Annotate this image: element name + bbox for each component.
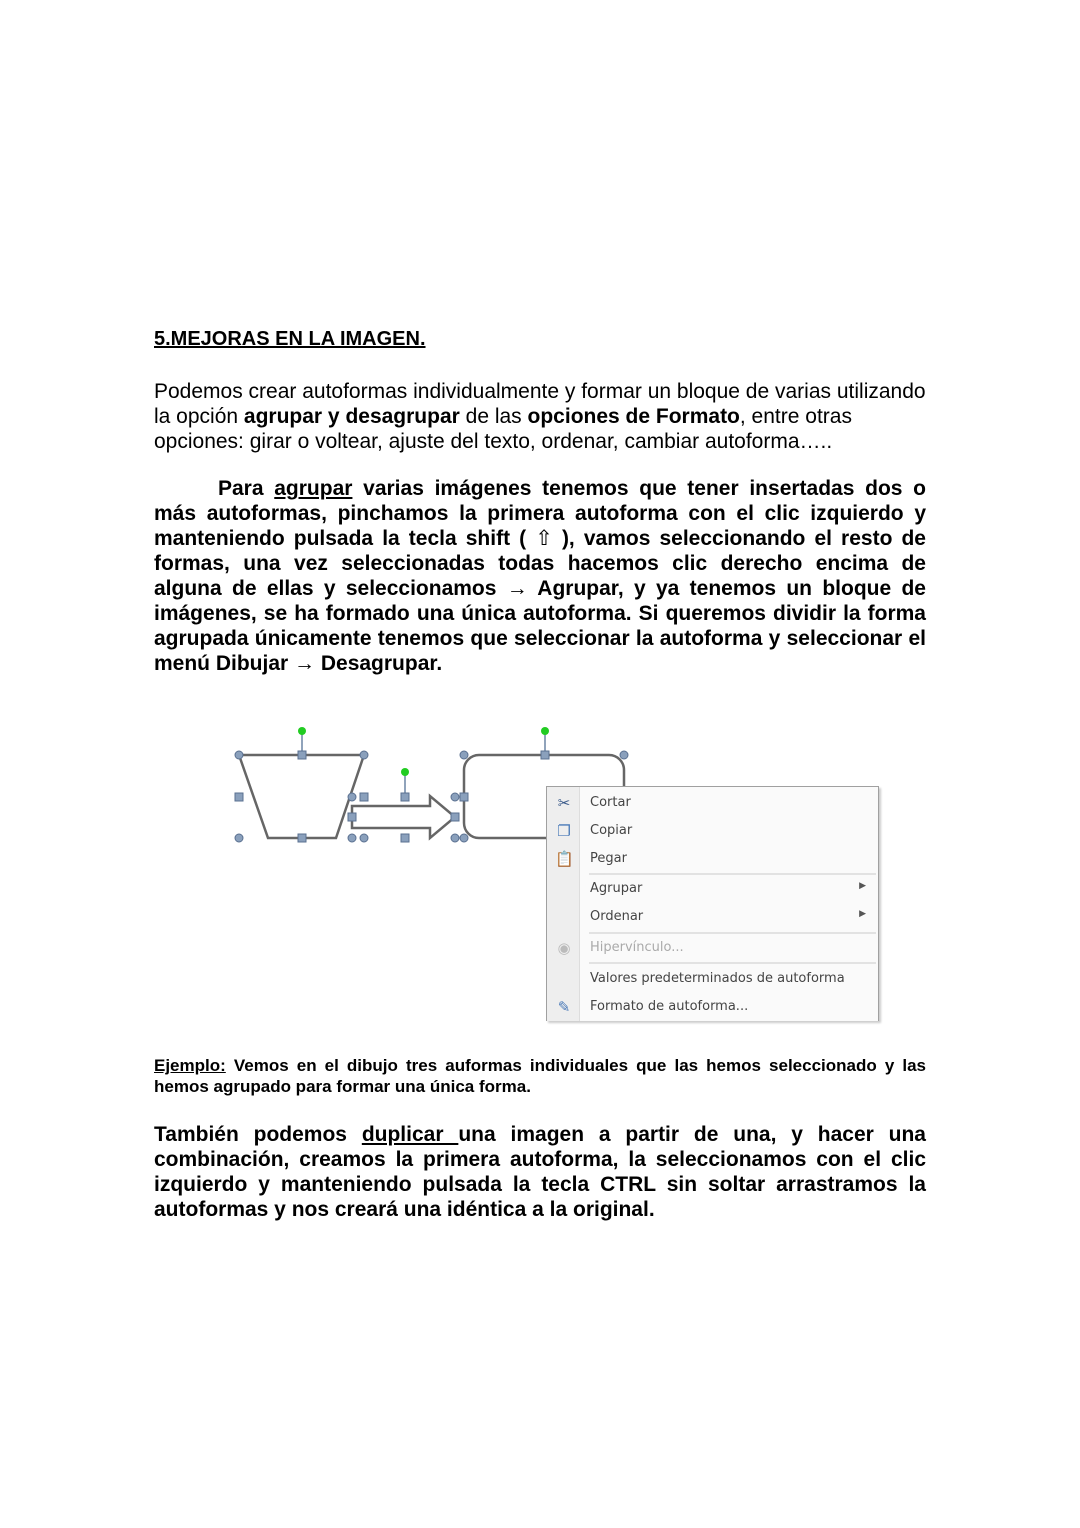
trapezoid-shape bbox=[239, 755, 364, 838]
menu-item-hipervinculo bbox=[547, 935, 878, 961]
text: Vemos en el dibujo tres auformas individuales que las hemos seleccionado y las hemos agrupado para formar una única forma. bbox=[154, 1056, 926, 1096]
scissors-icon: ✂ bbox=[557, 794, 571, 812]
text: Para bbox=[218, 477, 275, 500]
example-label: Ejemplo: bbox=[154, 1056, 226, 1075]
text: ), vamos seleccionando el resto de formas, una vez seleccionadas todas hacemos clic derecho encima de alguna de ellas y seleccionamos → Agrupar, y ya tenemos un bloque de imágenes, se ha formado una única autoforma. Si queremos dividir la forma agrupada únicamente tenemos que seleccionar la autoforma y seleccionar el menú Dibujar → Desagrupar. bbox=[154, 527, 926, 675]
menu-label: Copiar bbox=[590, 823, 633, 838]
menu-item-ordenar[interactable] bbox=[547, 904, 878, 930]
underlined-text: duplicar bbox=[361, 1123, 459, 1146]
format-shape-icon: ✎ bbox=[557, 998, 571, 1016]
menu-label: Ordenar bbox=[590, 909, 644, 924]
menu-item-formato-autoforma[interactable] bbox=[547, 994, 878, 1020]
text: varias imágenes tenemos que tener insertadas dos o más autoformas, pinchamos la primera autoforma con el clic izquierdo y manteniendo pulsada la tecla shift ( bbox=[154, 477, 926, 550]
context-menu bbox=[546, 786, 879, 1021]
text: También podemos bbox=[154, 1123, 362, 1146]
menu-label: Agrupar bbox=[590, 881, 643, 896]
text: una imagen a partir de una, y hacer una combinación, creamos la primera autoforma, la seleccionamos con el clic izquierdo y manteniendo pulsada la tecla CTRL sin soltar arrastramos la autoformas y nos creará una idéntica a la original. bbox=[154, 1123, 926, 1221]
section-heading: 5.MEJORAS EN LA IMAGEN. bbox=[154, 328, 426, 350]
shift-key-icon: ⇧ bbox=[535, 527, 553, 550]
duplicate-paragraph bbox=[154, 1122, 926, 1222]
example-caption bbox=[154, 1055, 926, 1097]
menu-item-copiar[interactable] bbox=[547, 818, 878, 844]
arrow-shape bbox=[352, 796, 455, 838]
menu-separator bbox=[589, 932, 876, 934]
rotation-handles bbox=[298, 727, 549, 776]
menu-label: Hipervínculo... bbox=[590, 940, 684, 955]
menu-item-agrupar[interactable] bbox=[547, 876, 878, 902]
menu-label: Pegar bbox=[590, 851, 627, 866]
text: , entre otras opciones: girar o voltear, ajuste del texto, ordenar, cambiar autoforma….. bbox=[154, 405, 852, 453]
menu-label: Formato de autoforma... bbox=[590, 999, 749, 1014]
underlined-text: agrupar bbox=[274, 477, 353, 500]
paste-icon: 📋 bbox=[555, 850, 574, 868]
menu-separator bbox=[589, 962, 876, 964]
menu-separator bbox=[589, 873, 876, 875]
menu-label: Cortar bbox=[590, 795, 631, 810]
hyperlink-icon: ◉ bbox=[557, 939, 571, 957]
menu-item-valores-predeterminados[interactable] bbox=[547, 966, 878, 992]
bold-text: agrupar y desagrupar bbox=[243, 405, 460, 428]
text: Podemos crear autoformas individualmente y formar un bloque de varias utilizando la opción bbox=[154, 380, 926, 428]
copy-icon: ❐ bbox=[557, 822, 571, 840]
menu-label: Valores predeterminados de autoforma bbox=[590, 971, 845, 986]
submenu-arrow-icon: ▶ bbox=[859, 881, 866, 891]
text: de las bbox=[459, 405, 528, 428]
menu-item-cortar[interactable] bbox=[547, 790, 878, 816]
submenu-arrow-icon: ▶ bbox=[859, 909, 866, 919]
bold-text: opciones de Formato bbox=[527, 405, 740, 428]
menu-item-pegar[interactable] bbox=[547, 846, 878, 872]
